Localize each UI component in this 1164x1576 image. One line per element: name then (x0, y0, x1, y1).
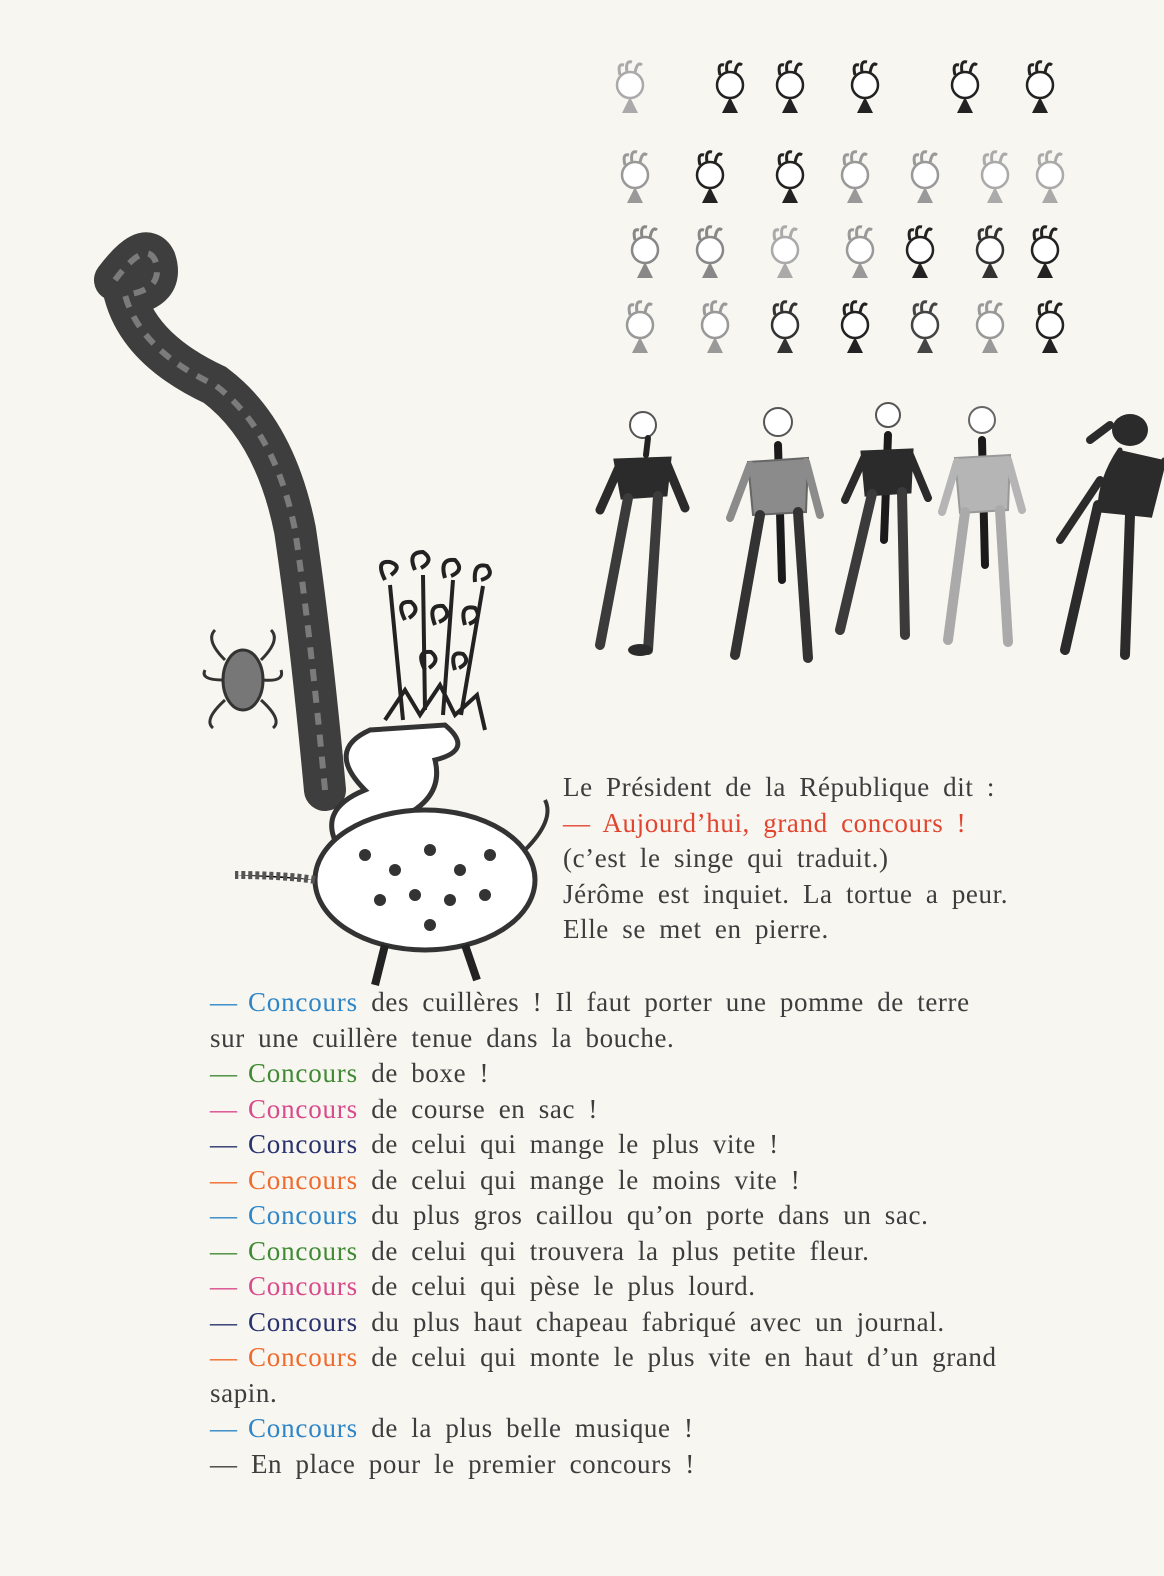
contest-item (210, 985, 1110, 1021)
intro-line-1: Le Président de la République dit : (563, 772, 995, 802)
intro-paragraph (563, 770, 1108, 948)
dash: — (210, 1058, 238, 1088)
dash: — (210, 1093, 238, 1124)
head-drawing (702, 302, 728, 353)
contest-description: de course en sac ! (371, 1093, 598, 1124)
intro-line-5: Elle se met en pierre. (563, 914, 829, 944)
head-drawing (627, 302, 653, 353)
head-drawing (847, 227, 873, 278)
head-drawing (1037, 152, 1063, 203)
dash: — (210, 1271, 238, 1301)
concours-keyword: Concours (248, 1093, 358, 1124)
contest-item (210, 1305, 1110, 1341)
concours-keyword: Concours (248, 1413, 358, 1443)
contest-description: de celui qui pèse le plus lourd. (371, 1271, 756, 1301)
concours-keyword: Concours (248, 987, 358, 1017)
contest-continuation: sur une cuillère tenue dans la bouche. (210, 1022, 675, 1053)
crowd-of-heads-illustration (590, 45, 1090, 365)
dash: — (210, 1306, 238, 1337)
head-drawing (952, 62, 978, 113)
contest-item (210, 1269, 1110, 1305)
figure-1 (600, 412, 685, 656)
head-drawing (842, 152, 868, 203)
dash: — (210, 1235, 238, 1266)
contest-item (210, 1092, 1110, 1128)
head-drawing (982, 152, 1008, 203)
contest-description: de celui qui mange le moins vite ! (371, 1164, 801, 1195)
contest-description: de celui qui trouvera la plus petite fleur. (371, 1235, 870, 1266)
head-drawing (1027, 62, 1053, 113)
head-drawing (697, 152, 723, 203)
contest-description: des cuillères ! Il faut porter une pomme de terre (371, 987, 970, 1017)
contest-description: de la plus belle musique ! (371, 1413, 694, 1443)
concours-keyword: Concours (248, 1306, 358, 1337)
concours-keyword: Concours (248, 1058, 358, 1088)
contest-description: de celui qui monte le plus vite en haut d’un grand (371, 1342, 997, 1372)
figure-2 (730, 408, 820, 658)
creature-with-tail-illustration (85, 230, 565, 990)
dash: — (210, 1413, 238, 1443)
contest-description: de boxe ! (371, 1058, 490, 1088)
concours-keyword: Concours (248, 1164, 358, 1195)
concours-keyword: Concours (248, 1129, 358, 1159)
figure-3 (840, 403, 928, 635)
creature-dress (315, 810, 535, 950)
concours-keyword: Concours (248, 1342, 358, 1372)
dash: — (210, 1342, 238, 1372)
head-drawing (977, 302, 1003, 353)
head-drawing (617, 62, 643, 113)
head-drawing (777, 152, 803, 203)
intro-line-4: Jérôme est inquiet. La tortue a peur. (563, 878, 1009, 909)
dash: — (210, 1129, 238, 1159)
figure-5 (1060, 414, 1164, 655)
head-drawing (907, 227, 933, 278)
head-drawing (852, 62, 878, 113)
contest-item (210, 1056, 1110, 1092)
contest-description: du plus haut chapeau fabriqué avec un journal. (371, 1306, 945, 1337)
spider-drawing (204, 630, 282, 728)
stick-figures-illustration (570, 400, 1164, 675)
head-drawing (777, 62, 803, 113)
dash: — (210, 1164, 238, 1195)
contest-item (210, 1198, 1110, 1234)
dash: — (210, 987, 238, 1017)
head-drawing (1037, 302, 1063, 353)
concours-keyword: Concours (248, 1200, 358, 1230)
head-drawing (912, 152, 938, 203)
dash: — (210, 1200, 238, 1230)
contest-continuation: sapin. (210, 1377, 278, 1408)
intro-line-2: — Aujourd’hui, grand concours ! (563, 807, 967, 838)
final-line: — En place pour le premier concours ! (210, 1448, 695, 1479)
head-drawing (632, 227, 658, 278)
contest-item (210, 1163, 1110, 1199)
head-drawing (977, 227, 1003, 278)
figure-4 (942, 407, 1022, 642)
head-drawing (697, 227, 723, 278)
head-drawing (622, 152, 648, 203)
contest-list (210, 985, 1110, 1482)
contest-item (210, 1340, 1110, 1376)
head-drawing (1032, 227, 1058, 278)
head-drawing (772, 302, 798, 353)
head-drawing (772, 227, 798, 278)
intro-line-3: (c’est le singe qui traduit.) (563, 843, 889, 873)
head-drawing (717, 62, 743, 113)
concours-keyword: Concours (248, 1235, 358, 1266)
contest-description: du plus gros caillou qu’on porte dans un sac. (371, 1200, 929, 1230)
contest-item (210, 1411, 1110, 1447)
concours-keyword: Concours (248, 1271, 358, 1301)
head-drawing (912, 302, 938, 353)
contest-item (210, 1234, 1110, 1270)
contest-item (210, 1127, 1110, 1163)
head-drawing (842, 302, 868, 353)
contest-description: de celui qui mange le plus vite ! (371, 1129, 779, 1159)
